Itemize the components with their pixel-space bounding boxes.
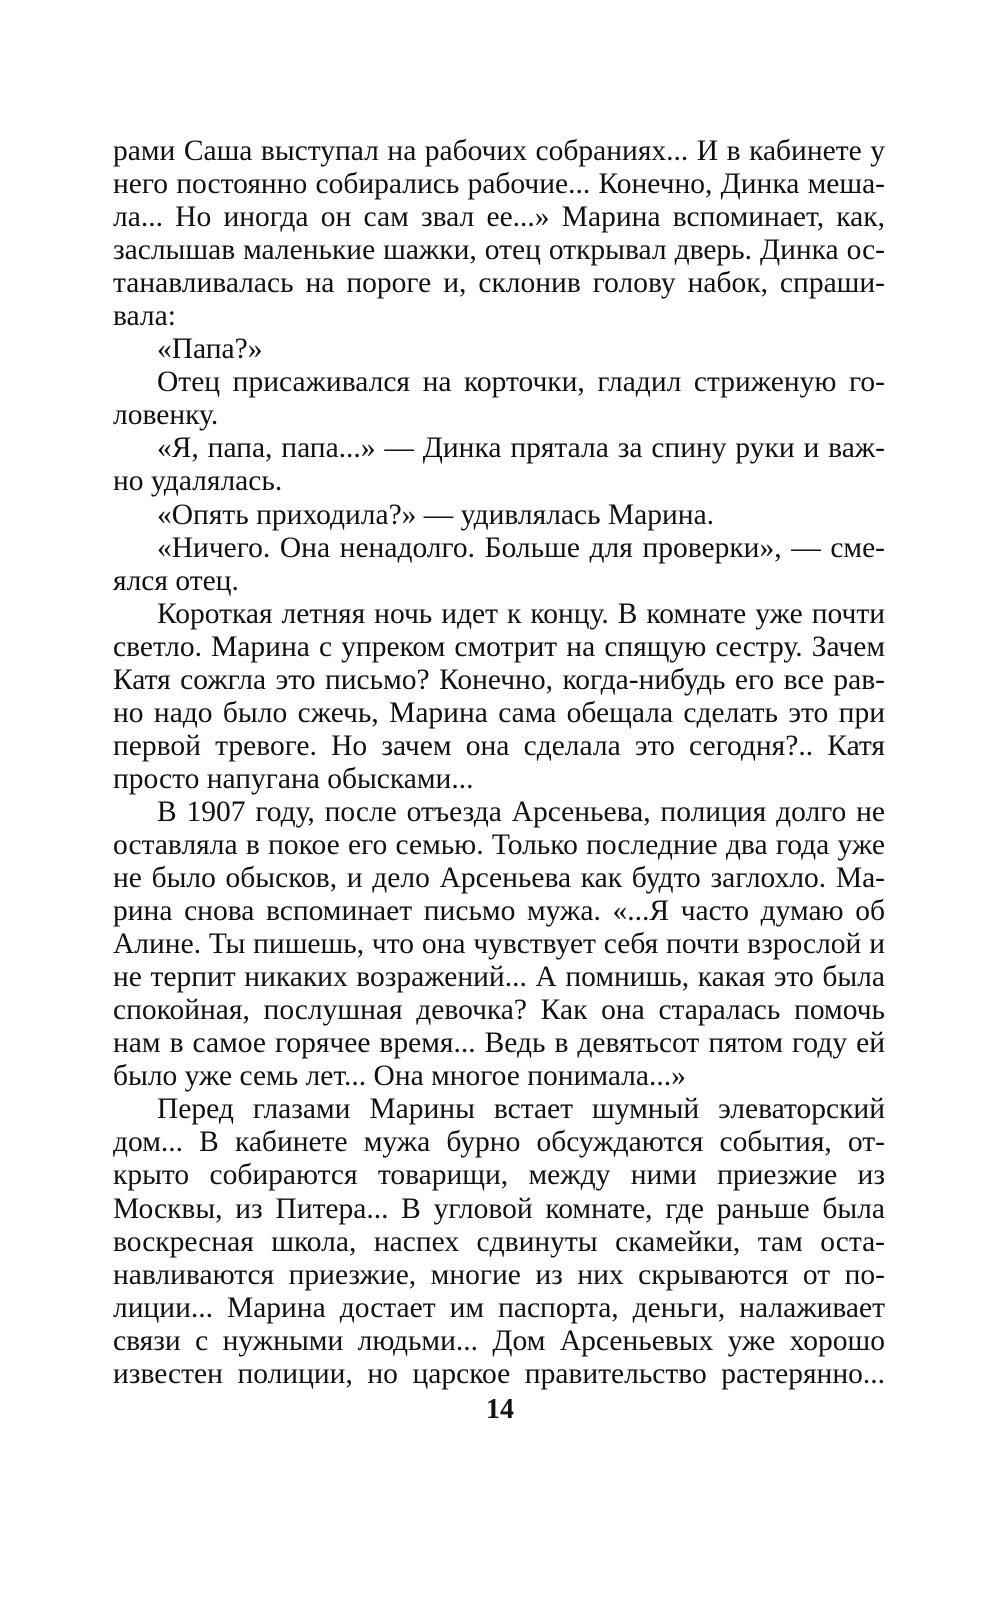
text-line: светло. Марина с упреком смотрит на спящую сестру. Зачем: [113, 630, 885, 663]
text-line: оставляла в покое его семью. Только последние два года уже: [113, 828, 885, 861]
text-line: ла... Но иногда он сам звал ее...» Марина вспоминает, как,: [113, 201, 885, 234]
page-number: 14: [486, 1394, 514, 1425]
text-line: не было обысков, и дело Арсеньева как будто заглохло. Ма-: [113, 862, 885, 895]
text-line: «Опять приходила?» — удивлялась Марина.: [157, 498, 715, 531]
body-text: [113, 135, 885, 1391]
text-line: известен полиции, но царское правительство растерянно...: [113, 1357, 885, 1390]
text-line: «Я, папа, папа...» — Динка прятала за спину руки и важ-: [157, 432, 885, 465]
text-line: просто напугана обысками...: [113, 762, 474, 795]
text-line: танавливалась на пороге и, склонив голову набок, спраши-: [113, 267, 885, 300]
text-line: рина снова вспоминает письмо мужа. «...Я часто думаю об: [113, 895, 885, 928]
text-line: спокойная, послушная девочка? Как она старалась помочь: [113, 994, 885, 1027]
text-line: заслышав маленькие шажки, отец открывал дверь. Динка ос-: [113, 234, 885, 267]
text-line: вала:: [113, 300, 176, 333]
text-line: нам в самое горячее время... Ведь в девятьсот пятом году ей: [113, 1027, 885, 1060]
text-line: Катя сожгла это письмо? Конечно, когда-нибудь его все рав-: [113, 663, 885, 696]
text-line: было уже семь лет... Она многое понимала...»: [113, 1060, 686, 1093]
text-line: него постоянно собирались рабочие... Конечно, Динка меша-: [113, 168, 885, 201]
text-line: но надо было сжечь, Марина сама обещала сделать это при: [113, 696, 885, 729]
text-line: воскресная школа, наспех сдвинуты скамейки, там оста-: [113, 1225, 885, 1258]
text-line: ловенку.: [113, 399, 219, 432]
text-line: связи с нужными людьми... Дом Арсеньевых уже хорошо: [113, 1324, 885, 1357]
text-line: не терпит никаких возражений... А помнишь, какая это была: [113, 961, 885, 994]
text-line: Москвы, из Питера... В угловой комнате, где раньше была: [113, 1192, 885, 1225]
text-line: Короткая летняя ночь идет к концу. В комнате уже почти: [157, 597, 885, 630]
text-line: «Ничего. Она ненадолго. Больше для проверки», — сме-: [157, 531, 885, 564]
text-line: Отец присаживался на корточки, гладил стриженую го-: [157, 366, 885, 399]
text-line: крыто собираются товарищи, между ними приезжие из: [113, 1159, 885, 1192]
text-line: рами Саша выступал на рабочих собраниях... И в кабинете у: [113, 135, 885, 167]
text-line: но удалялась.: [113, 465, 283, 498]
text-line: первой тревоге. Но зачем она сделала это сегодня?.. Катя: [113, 729, 885, 762]
text-line: дом... В кабинете мужа бурно обсуждаются события, от-: [113, 1126, 885, 1159]
text-line: лиции... Марина достает им паспорта, деньги, налаживает: [113, 1291, 885, 1324]
text-line: В 1907 году, после отъезда Арсеньева, полиция долго не: [157, 795, 885, 828]
text-line: Перед глазами Марины встает шумный элеваторский: [157, 1093, 885, 1126]
text-line: навливаются приезжие, многие из них скрываются от по-: [113, 1258, 885, 1291]
text-line: Алине. Ты пишешь, что она чувствует себя почти взрослой и: [113, 928, 885, 961]
text-line: ялся отец.: [113, 564, 239, 597]
text-line: «Папа?»: [157, 333, 263, 366]
